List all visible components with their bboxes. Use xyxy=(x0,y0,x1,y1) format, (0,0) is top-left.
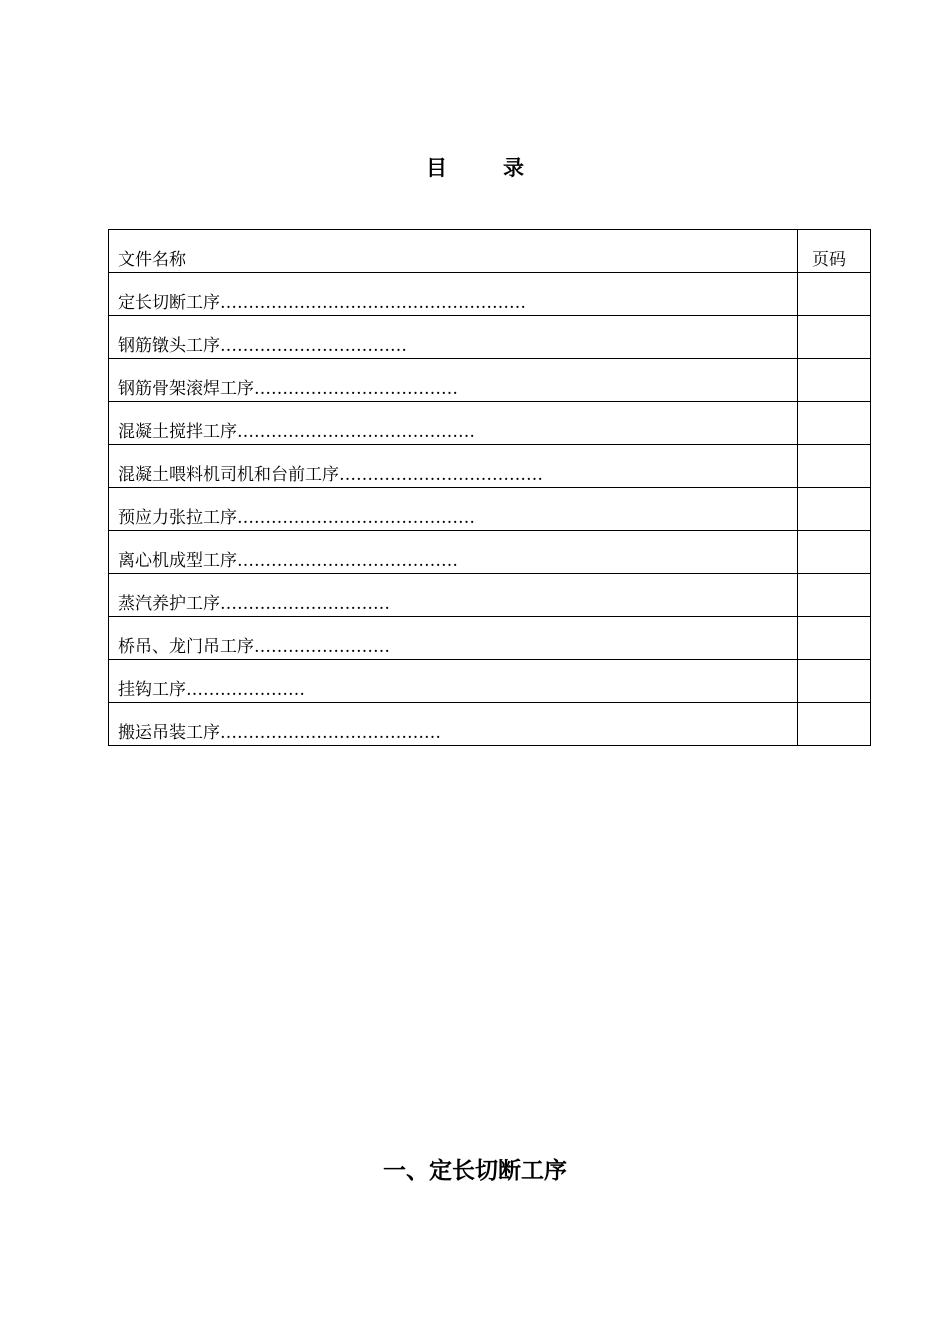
toc-row xyxy=(109,574,871,617)
toc-entry-page xyxy=(798,574,871,617)
section-heading: 一、定长切断工序 xyxy=(383,1157,567,1184)
toc-entry-label: 桥吊、龙门吊工序…………………… xyxy=(109,617,798,660)
toc-title-right: 录 xyxy=(503,155,524,180)
toc-row xyxy=(109,703,871,746)
toc-entry-page xyxy=(798,617,871,660)
toc-entry-label: 混凝土喂料机司机和台前工序……………………………… xyxy=(109,445,798,488)
toc-row xyxy=(109,617,871,660)
toc-entry-page xyxy=(798,273,871,316)
toc-row xyxy=(109,488,871,531)
toc-row xyxy=(109,402,871,445)
toc-table xyxy=(108,229,871,746)
toc-entry-label: 蒸汽养护工序………………………… xyxy=(109,574,798,617)
toc-entry-page xyxy=(798,359,871,402)
toc-entry-label: 挂钩工序………………… xyxy=(109,660,798,703)
toc-header-page: 页码 xyxy=(798,230,871,273)
toc-header-row xyxy=(109,230,871,273)
toc-title-left: 目 xyxy=(426,155,447,180)
toc-entry-label: 混凝土搅拌工序…………………………………… xyxy=(109,402,798,445)
toc-entry-page xyxy=(798,660,871,703)
toc-row xyxy=(109,359,871,402)
toc-row xyxy=(109,445,871,488)
toc-entry-page xyxy=(798,445,871,488)
toc-header-name: 文件名称 xyxy=(109,230,798,273)
toc-row xyxy=(109,316,871,359)
toc-entry-page xyxy=(798,531,871,574)
toc-entry-page xyxy=(798,316,871,359)
toc-entry-label: 钢筋镦头工序…………………………… xyxy=(109,316,798,359)
toc-entry-page xyxy=(798,488,871,531)
toc-entry-page xyxy=(798,402,871,445)
toc-row xyxy=(109,531,871,574)
toc-entry-label: 钢筋骨架滚焊工序……………………………… xyxy=(109,359,798,402)
toc-entry-label: 预应力张拉工序…………………………………… xyxy=(109,488,798,531)
toc-row xyxy=(109,660,871,703)
toc-title xyxy=(0,152,950,182)
toc-entry-label: 定长切断工序……………………………………………… xyxy=(109,273,798,316)
toc-row xyxy=(109,273,871,316)
toc-entry-page xyxy=(798,703,871,746)
toc-entry-label: 搬运吊装工序………………………………… xyxy=(109,703,798,746)
toc-entry-label: 离心机成型工序………………………………… xyxy=(109,531,798,574)
